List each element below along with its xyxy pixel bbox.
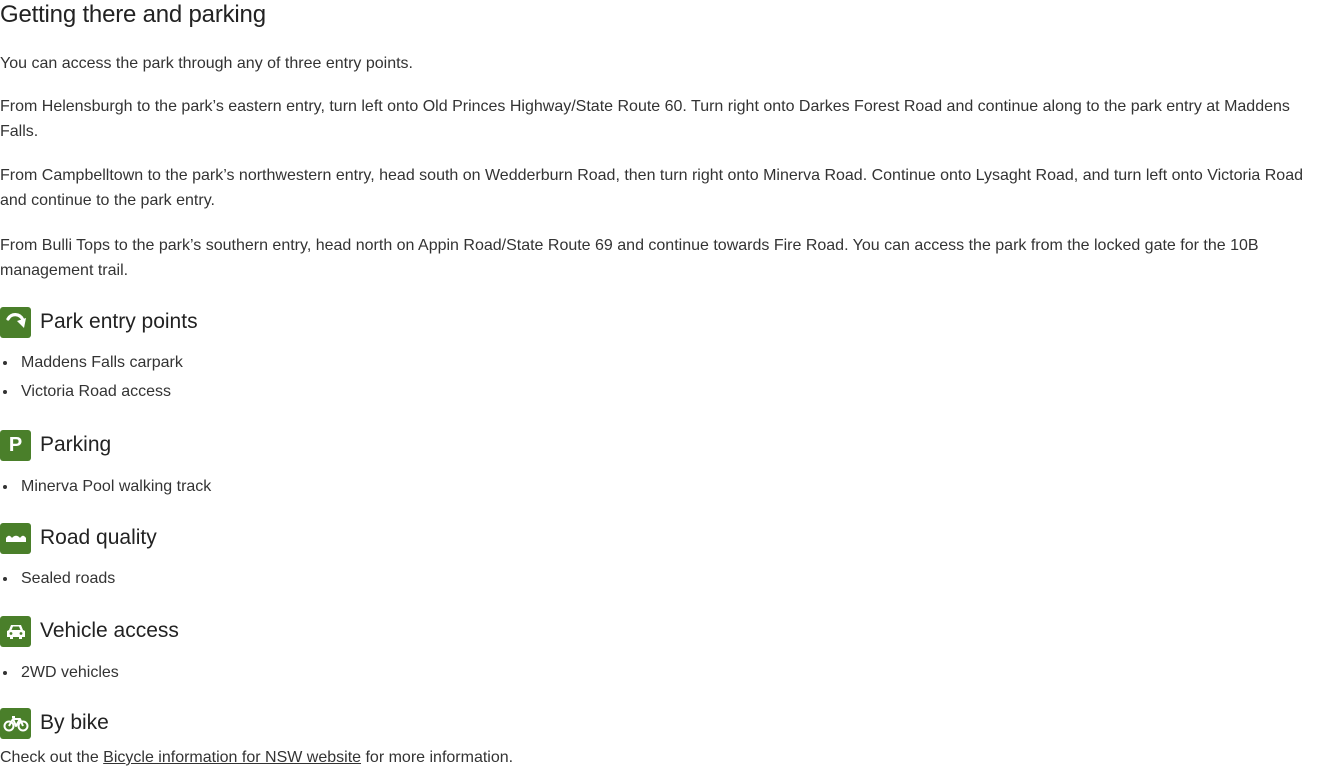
list-item: Sealed roads [0,564,115,593]
section-vehicle-access-heading [0,615,179,647]
car-icon [0,616,31,647]
bicycle-icon [0,708,31,739]
directions-helensburgh: From Helensburgh to the park’s eastern entry, turn left onto Old Princes Highway/State Route 60. Turn right onto Darkes Forest Road and continue along to the park entry at Maddens Falls. [0,98,1290,140]
parking-p-icon [0,430,31,461]
directions-bulli-tops: From Bulli Tops to the park’s southern entry, head north on Appin Road/State Route 69 and continue towards Fire Road. You can access the park from the locked gate for the 10B management trail. [0,237,1259,279]
section-title-entry-points: Park entry points [40,310,198,333]
directions-campbelltown: From Campbelltown to the park’s northwestern entry, head south on Wedderburn Road, then turn right onto Minerva Road. Continue onto Lysaght Road, and turn left onto Victoria Road and continue to the park entry. [0,167,1303,209]
entry-points-list [0,348,183,406]
section-entry-points-heading [0,306,198,338]
page-title: Getting there and parking [0,1,266,28]
bicycle-info-link[interactable]: Bicycle information for NSW website [103,749,362,766]
section-title-parking: Parking [40,433,112,456]
road-quality-list [0,564,115,593]
section-road-quality-heading [0,522,157,554]
section-parking-heading [0,429,111,461]
list-item: Minerva Pool walking track [0,472,211,501]
bike-info-paragraph [0,745,1330,770]
list-item: 2WD vehicles [0,658,119,687]
bike-info-text-before: Check out the [0,749,104,766]
bike-info-text-after: for more information. [361,749,514,766]
sealed-road-icon [0,523,31,554]
list-item: Maddens Falls carpark [0,348,183,377]
list-item: Victoria Road access [0,377,183,406]
section-by-bike-heading [0,707,109,739]
vehicle-access-list [0,658,119,687]
curved-arrow-icon [0,307,31,338]
parking-letter: P [8,434,23,456]
parking-list [0,472,211,501]
section-title-road-quality: Road quality [40,526,157,549]
section-title-vehicle-access: Vehicle access [40,619,179,642]
section-title-by-bike: By bike [40,711,109,734]
intro-paragraph: You can access the park through any of three entry points. [0,55,413,72]
